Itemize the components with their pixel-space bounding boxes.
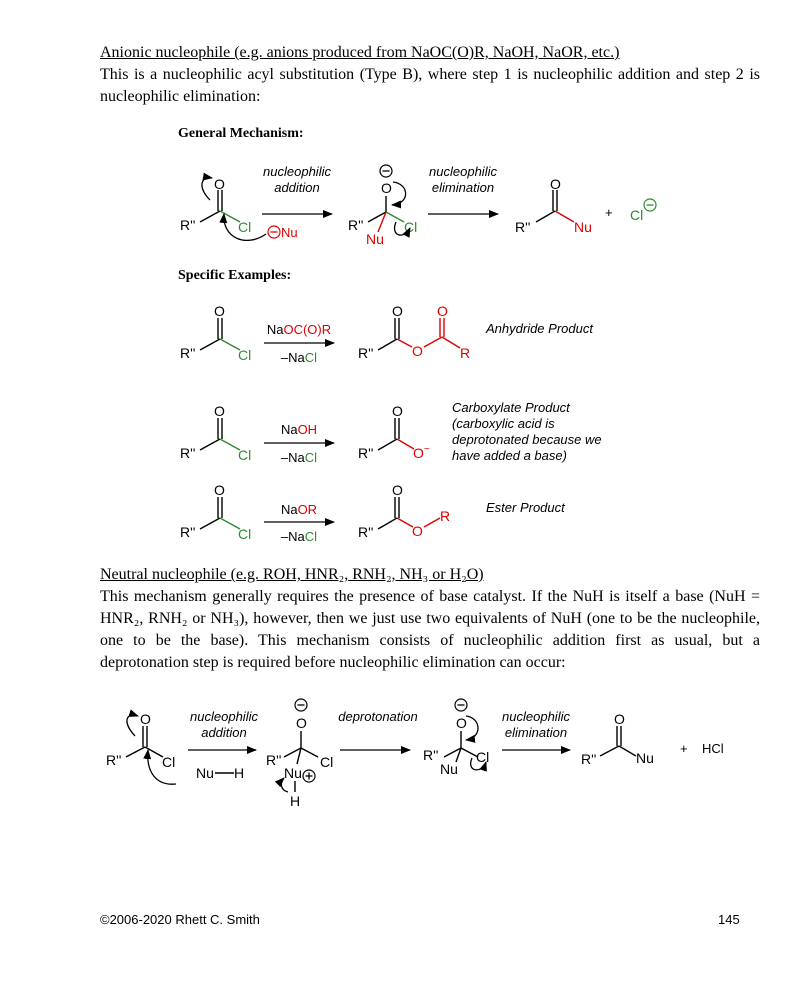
- atom-r: R'': [423, 747, 439, 763]
- atom-r: R'': [180, 445, 196, 461]
- arrow1-label: addition: [274, 180, 320, 195]
- atom-r: R'': [180, 345, 196, 361]
- atom-h: H: [290, 793, 301, 809]
- atom-r: R'': [180, 217, 196, 233]
- plus-sign: +: [680, 741, 688, 756]
- section1-line2: nucleophilic elimination:: [100, 88, 261, 105]
- atom-o: O: [437, 303, 448, 319]
- arrow1-label: nucleophilic: [263, 164, 331, 179]
- section2-line4: deprotonation step is required before nucleophilic elimination can occur:: [100, 654, 566, 671]
- example2-product-note: (carboxylic acid is: [452, 416, 555, 431]
- atom-nu: Nu: [281, 225, 298, 240]
- atom-cl: Cl: [238, 347, 252, 363]
- atom-o: O: [412, 523, 423, 539]
- arrow3-label: elimination: [504, 725, 568, 740]
- section2-line3: one to be the base). This mechanism consists of nucleophilic addition first as usual, but a: [100, 632, 760, 649]
- example2-product-note: deprotonated because we: [452, 432, 602, 447]
- atom-o: O: [392, 303, 403, 319]
- example3-reagent: NaOR: [280, 502, 318, 517]
- atom-r: R'': [358, 345, 374, 361]
- arrow1-label: addition: [201, 725, 247, 740]
- example1-reagent: NaOC(O)R: [266, 322, 332, 337]
- atom-cl: Cl: [404, 219, 418, 235]
- example1-product-label: Anhydride Product: [486, 321, 593, 336]
- atom-nu: Nu: [574, 219, 592, 235]
- arrow2-label: deprotonation: [338, 709, 418, 724]
- arrow1-label: nucleophilic: [190, 709, 258, 724]
- atom-o: O: [392, 403, 403, 419]
- atom-cl: Cl: [238, 219, 252, 235]
- footer-copyright: ©2006-2020 Rhett C. Smith: [100, 912, 260, 927]
- plus-sign: +: [605, 205, 613, 220]
- hcl-byproduct: HCl: [702, 741, 724, 756]
- curved-arrow-icon: [127, 715, 138, 736]
- atom-o: O: [214, 303, 225, 319]
- atom-nu: Nu: [284, 765, 302, 781]
- atom-nu: Nu: [440, 761, 458, 777]
- atom-r: R'': [515, 219, 531, 235]
- atom-r: R'': [358, 445, 374, 461]
- atom-o: O: [550, 176, 561, 192]
- atom-cl: Cl: [476, 749, 490, 765]
- example2-product-label: Carboxylate Product: [452, 400, 570, 415]
- atom-o: O: [140, 711, 151, 727]
- zwitterion-intermediate: [266, 699, 333, 809]
- example2-reagent: NaOH: [280, 422, 318, 437]
- atom-o: O: [614, 711, 625, 727]
- arrow2-label: nucleophilic: [429, 164, 497, 179]
- atom-r: R'': [180, 524, 196, 540]
- section2-line1: This mechanism generally requires the presence of base catalyst. If the NuH is itself a base (NuH =: [100, 588, 760, 605]
- atom-cl: Cl: [320, 754, 334, 770]
- atom-cl: Cl: [238, 526, 252, 542]
- atom-o: O: [296, 715, 307, 731]
- section2-line2: HNR₂, RNH₂ or NH₃), however, then we just use two equivalents of NuH (one to be the nucleophile,: [100, 610, 760, 627]
- tetrahedral-intermediate: [423, 699, 489, 777]
- curved-arrow-icon: [466, 716, 478, 740]
- atom-o-minus: O−: [413, 444, 430, 461]
- atom-nu: Nu: [366, 231, 384, 247]
- atom-cl: Cl: [162, 754, 176, 770]
- atom-h: H: [234, 765, 245, 781]
- example3-byproduct: –NaCl: [280, 529, 318, 544]
- atom-r: R'': [581, 751, 597, 767]
- atom-o: O: [381, 180, 392, 196]
- atom-r: R'': [358, 524, 374, 540]
- atom-cl: Cl: [238, 447, 252, 463]
- page-number: 145: [718, 912, 740, 927]
- example1-byproduct: –NaCl: [280, 350, 318, 365]
- atom-nu: Nu: [636, 750, 654, 766]
- atom-r: R'': [348, 217, 364, 233]
- atom-o: O: [456, 715, 467, 731]
- atom-r: R'': [106, 752, 122, 768]
- example2-product-note: have added a base): [452, 448, 567, 463]
- general-mechanism-label: General Mechanism:: [178, 126, 304, 141]
- arrow3-label: nucleophilic: [502, 709, 570, 724]
- atom-o: O: [412, 343, 423, 359]
- specific-examples-label: Specific Examples:: [178, 268, 292, 283]
- atom-nu: Nu: [196, 765, 214, 781]
- section1-heading: Anionic nucleophile (e.g. anions produced from NaOC(O)R, NaOH, NaOR, etc.): [100, 44, 620, 61]
- atom-r: R: [460, 345, 471, 361]
- atom-o: O: [214, 482, 225, 498]
- chloride-ion: Cl: [630, 207, 644, 223]
- atom-o: O: [392, 482, 403, 498]
- atom-r: R'': [266, 752, 282, 768]
- acyl-product-structure: [581, 711, 654, 767]
- example3-product-label: Ester Product: [486, 500, 565, 515]
- atom-r: R: [440, 508, 451, 524]
- section1-line1: This is a nucleophilic acyl substitution (Type B), where step 1 is nucleophilic addition and step 2 is: [100, 66, 760, 83]
- section2-heading: Neutral nucleophile (e.g. ROH, HNR₂, RNH₂, NH₃ or H₂O): [100, 566, 484, 583]
- arrow2-label: elimination: [431, 180, 495, 195]
- atom-o: O: [214, 403, 225, 419]
- example2-byproduct: –NaCl: [280, 450, 318, 465]
- atom-o: O: [214, 176, 225, 192]
